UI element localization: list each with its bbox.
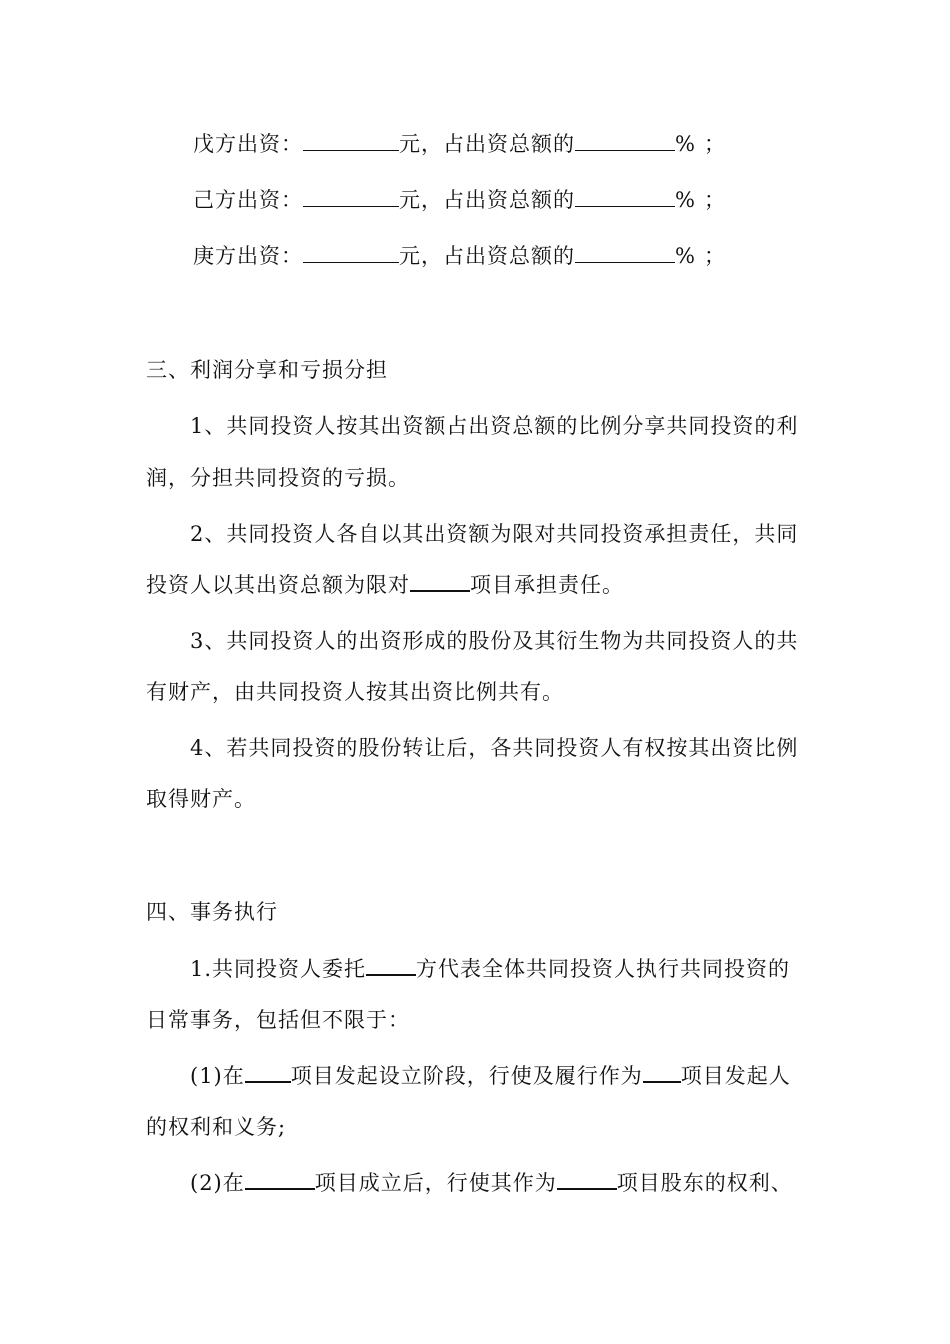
project-blank[interactable]	[245, 1170, 315, 1190]
percent-blank[interactable]	[575, 244, 675, 263]
text-segment: 项目成立后，行使其作为	[314, 1171, 557, 1195]
line-end: ；	[703, 188, 726, 212]
paragraph-line: 有财产，由共同投资人按其出资比例共有。	[146, 680, 564, 704]
percent-sign: %	[675, 244, 696, 268]
amount-blank[interactable]	[303, 132, 399, 151]
ratio-label: 元，占出资总额的	[399, 244, 575, 268]
text-segment: (2)在	[190, 1171, 245, 1195]
amount-blank[interactable]	[303, 244, 399, 263]
text-segment: (1)在	[190, 1064, 245, 1088]
paragraph-line: 润，分担共同投资的亏损。	[146, 466, 410, 490]
text-segment: 1.共同投资人委托	[190, 957, 367, 981]
percent-sign: %	[675, 132, 696, 156]
paragraph-line: 1、共同投资人按其出资额占出资总额的比例分享共同投资的利	[190, 414, 799, 438]
section-heading: 四、事务执行	[146, 900, 278, 924]
text-segment: 项目发起人	[680, 1064, 791, 1088]
party-blank[interactable]	[366, 956, 416, 976]
project-blank[interactable]	[245, 1063, 291, 1083]
project-blank[interactable]	[410, 572, 470, 592]
list-item-line	[190, 1062, 791, 1090]
party-label: 庚方出资：	[193, 244, 303, 268]
percent-sign: %	[675, 188, 696, 212]
party-label: 己方出资：	[193, 188, 303, 212]
text-segment: 项目承担责任。	[470, 573, 624, 597]
text-segment: 方代表全体共同投资人执行共同投资的	[416, 957, 791, 981]
percent-blank[interactable]	[575, 188, 675, 207]
paragraph-line: 4、若共同投资的股份转让后，各共同投资人有权按其出资比例	[190, 736, 799, 760]
line-end: ；	[703, 132, 726, 156]
paragraph-line	[146, 571, 624, 599]
text-segment: 项目发起设立阶段，行使及履行作为	[290, 1064, 643, 1088]
list-item-line: 的权利和义务;	[146, 1115, 287, 1139]
text-segment: 投资人以其出资总额为限对	[146, 573, 410, 597]
paragraph-line: 日常事务，包括但不限于：	[146, 1008, 410, 1032]
ratio-label: 元，占出资总额的	[399, 188, 575, 212]
contribution-row	[193, 186, 726, 214]
paragraph-line: 2、共同投资人各自以其出资额为限对共同投资承担责任，共同	[190, 522, 799, 546]
line-end: ；	[703, 244, 726, 268]
party-label: 戊方出资：	[193, 132, 303, 156]
percent-blank[interactable]	[575, 132, 675, 151]
text-segment: 项目股东的权利、	[616, 1171, 793, 1195]
project-blank[interactable]	[643, 1063, 681, 1083]
ratio-label: 元，占出资总额的	[399, 132, 575, 156]
amount-blank[interactable]	[303, 188, 399, 207]
paragraph-line	[190, 955, 790, 983]
paragraph-line: 取得财产。	[146, 787, 256, 811]
section-heading: 三、利润分享和亏损分担	[146, 358, 388, 382]
list-item-line	[190, 1169, 793, 1197]
project-blank[interactable]	[557, 1170, 617, 1190]
contribution-row	[193, 130, 726, 158]
contribution-row	[193, 242, 726, 270]
paragraph-line: 3、共同投资人的出资形成的股份及其衍生物为共同投资人的共	[190, 629, 799, 653]
